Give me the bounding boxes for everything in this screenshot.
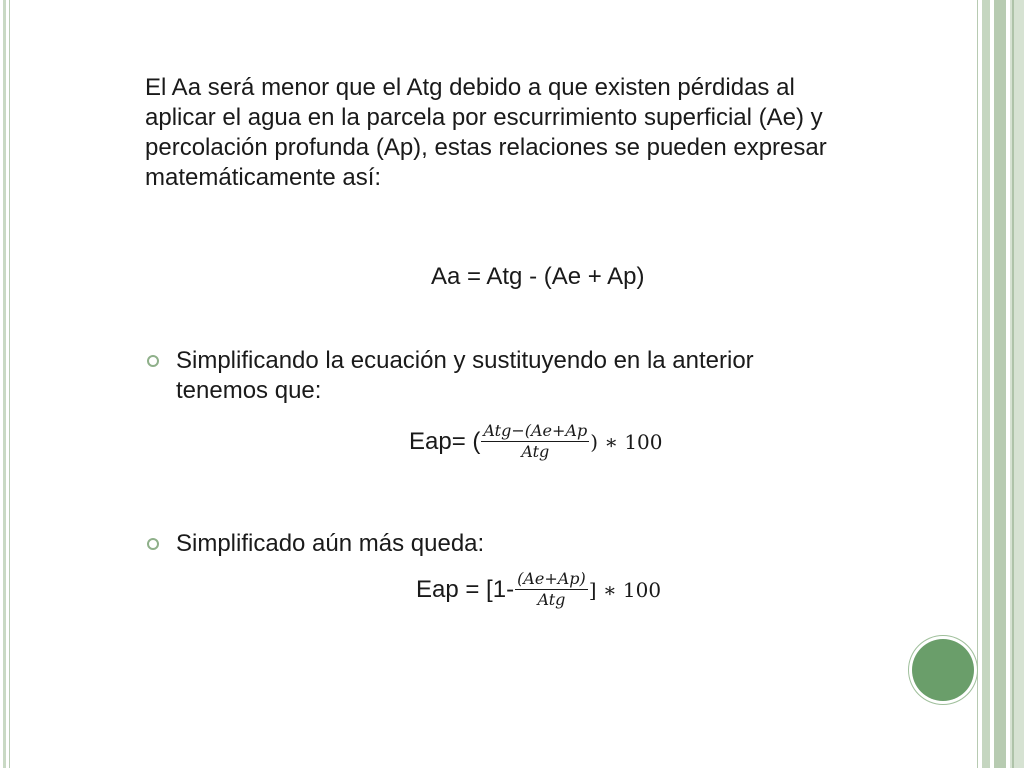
formula-prefix: Eap = [1- bbox=[416, 575, 515, 603]
decorative-circle bbox=[912, 639, 974, 701]
slide-frame-right-b bbox=[982, 0, 990, 768]
formula-suffix: ] ∗ 100 bbox=[588, 577, 662, 602]
formula-prefix: Eap= ( bbox=[409, 427, 481, 455]
bullet-circle-icon bbox=[147, 355, 159, 367]
formula-eap-2 bbox=[416, 569, 661, 610]
fraction-denominator: Atg bbox=[521, 442, 550, 461]
formula-suffix: ) ∗ 100 bbox=[590, 429, 663, 454]
fraction bbox=[515, 569, 588, 610]
slide-frame-right-a bbox=[977, 0, 978, 768]
slide-frame-right-e bbox=[1012, 0, 1014, 768]
bullet-line: tenemos que: bbox=[176, 377, 322, 404]
bullet-line: Simplificando la ecuación y sustituyendo en la anterior bbox=[176, 347, 754, 374]
paragraph-line: aplicar el agua en la parcela por escurrimiento superficial (Ae) y bbox=[145, 104, 823, 131]
bullet-text: Simplificado aún más queda: bbox=[176, 530, 485, 557]
bullet-circle-icon bbox=[147, 538, 159, 550]
intro-paragraph bbox=[145, 73, 965, 193]
slide-frame-left-inner bbox=[9, 0, 10, 768]
equation-aa: Aa = Atg - (Ae + Ap) bbox=[431, 263, 645, 290]
paragraph-line: matemáticamente así: bbox=[145, 164, 382, 191]
fraction-numerator: Atg−(Ae+Ap bbox=[483, 421, 588, 440]
slide-frame-left-outer bbox=[3, 0, 6, 768]
fraction bbox=[481, 421, 589, 462]
bullet-text bbox=[176, 346, 754, 406]
fraction-numerator: (Ae+Ap) bbox=[517, 569, 586, 588]
slide-frame-right-c bbox=[994, 0, 1006, 768]
paragraph-line: El Aa será menor que el Atg debido a que existen pérdidas al bbox=[145, 74, 795, 101]
paragraph-line: percolación profunda (Ap), estas relaciones se pueden expresar bbox=[145, 134, 827, 161]
fraction-denominator: Atg bbox=[537, 590, 566, 609]
formula-eap-1 bbox=[409, 421, 663, 462]
